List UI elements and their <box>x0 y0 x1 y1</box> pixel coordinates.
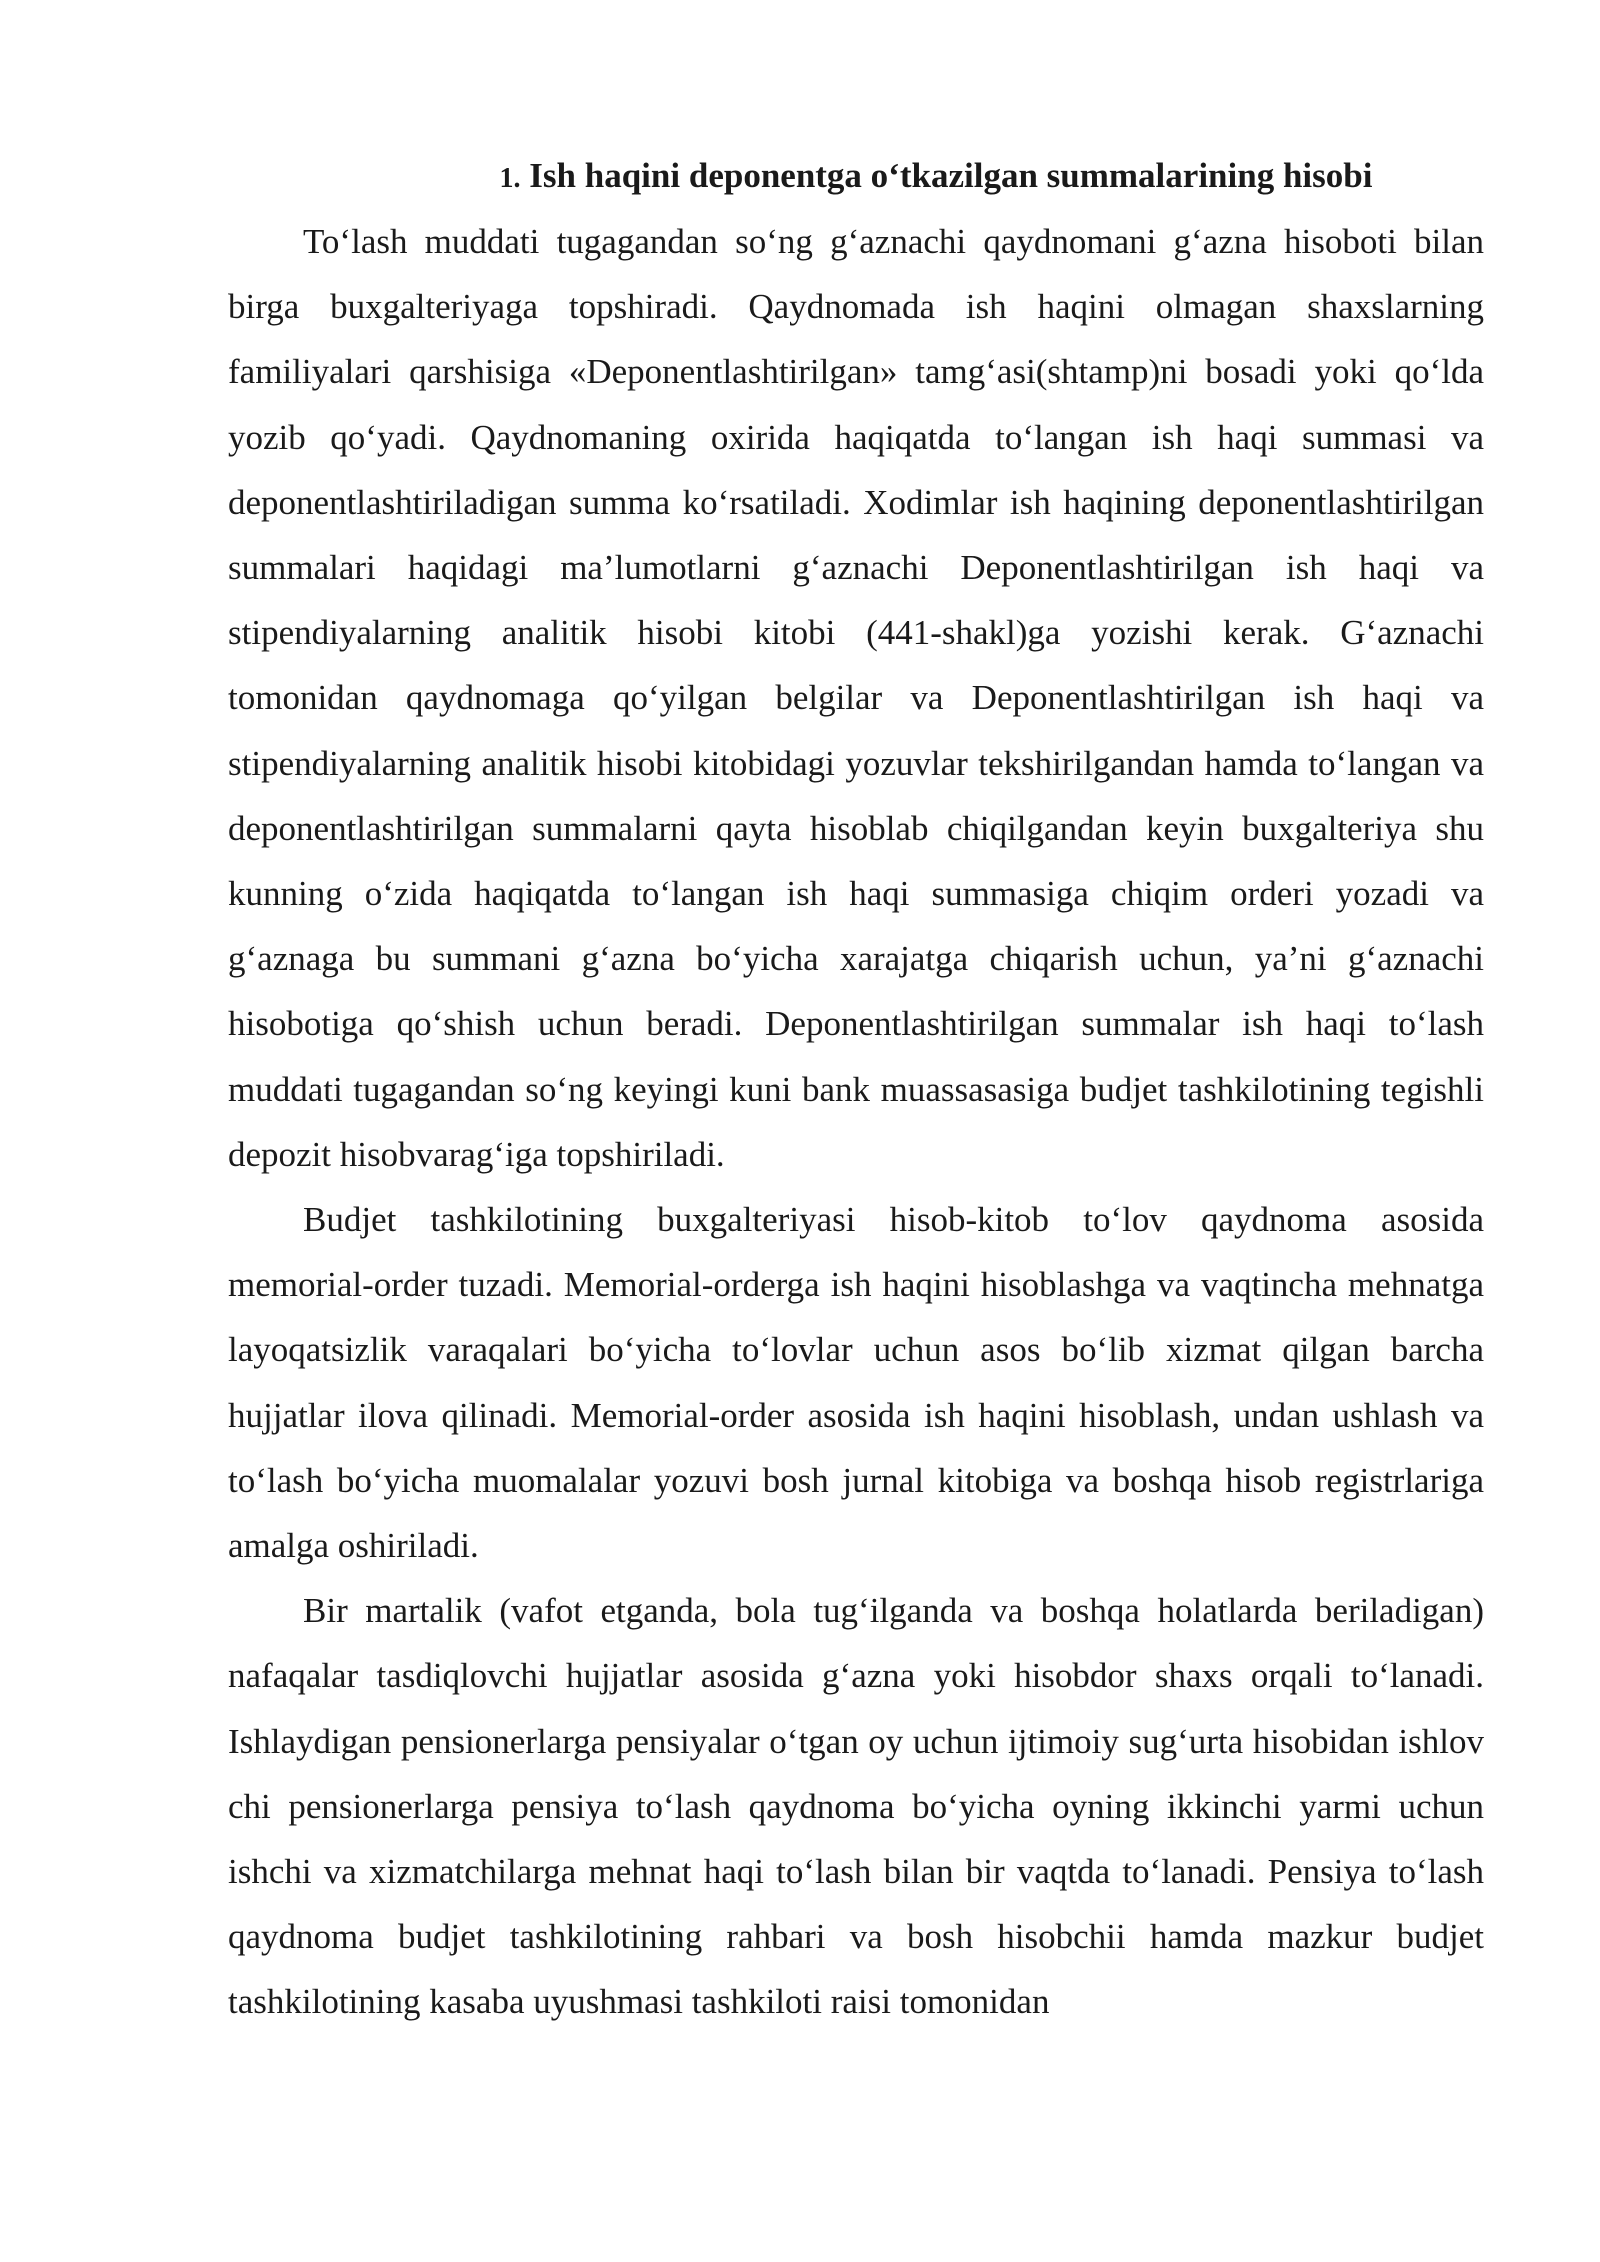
paragraph-1: To‘lash muddati tugagandan so‘ng g‘aznachi qaydnomani g‘azna hisoboti bilan birga buxgalteriyaga topshiradi. Qaydnomada ish haqini olmagan shaxslarning familiyalari qarshisiga «Deponentlashtirilgan» tamg‘asi(shtamp)ni bosadi yoki qo‘lda yozib qo‘yadi. Qaydnomaning oxirida haqiqatda to‘langan ish haqi summasi va deponentlashtiriladigan summa ko‘rsatiladi. Xodimlar ish haqining deponentlashtirilgan summalari haqidagi ma’lumotlarni g‘aznachi Deponentlashtirilgan ish haqi va stipendiyalarning analitik hisobi kitobi (441-shakl)ga yozishi kerak. G‘aznachi tomonidan qaydnomaga qo‘yilgan belgilar va Deponentlashtirilgan ish haqi va stipendiyalarning analitik hisobi kitobidagi yozuvlar tekshirilgandan hamda to‘langan va deponentlashtirilgan summalarni qayta hisoblab chiqilgandan keyin buxgalteriya shu kunning o‘zida haqiqatda to‘langan ish haqi summasiga chiqim orderi yozadi va g‘aznaga bu summani g‘azna bo‘yicha xarajatga chiqarish uchun, ya’ni g‘aznachi hisobotiga qo‘shish uchun beradi. Deponentlashtirilgan summalar ish haqi to‘lash muddati tugagandan so‘ng keyingi kuni bank muassasasiga budjet tashkilotining tegishli depozit hisobvarag‘iga topshiriladi. <box>228 222 1484 1174</box>
section-title: Ish haqini deponentga o‘tkazilgan summalarining hisobi <box>529 156 1373 195</box>
section-heading <box>228 146 1484 209</box>
paragraph-3: Bir martalik (vafot etganda, bola tug‘ilganda va boshqa holatlarda beriladigan) nafaqalar tasdiqlovchi hujjatlar asosida g‘azna yoki hisobdor shaxs orqali to‘lanadi. Ishlaydigan pensionerlarga pensiyalar o‘tgan oy uchun ijtimoiy sug‘urta hisobidan ishlov chi pensionerlarga pensiya to‘lash qaydnoma bo‘yicha oyning ikkinchi yarmi uchun ishchi va xizmatchilarga mehnat haqi to‘lash bilan bir vaqtda to‘lanadi. Pensiya to‘lash qaydnoma budjet tashkilotining rahbari va bosh hisobchii hamda mazkur budjet tashkilotining kasaba uyushmasi tashkiloti raisi tomonidan <box>228 1591 1484 2022</box>
section-number: 1. <box>499 163 521 194</box>
paragraph-2: Budjet tashkilotining buxgalteriyasi hisob-kitob to‘lov qaydnoma asosida memorial-order tuzadi. Memorial-orderga ish haqini hisoblashga va vaqtincha mehnatga layoqatsizlik varaqalari bo‘yicha to‘lovlar uchun asos bo‘lib xizmat qilgan barcha hujjatlar ilova qilinadi. Memorial-order asosida ish haqini hisoblash, undan ushlash va to‘lash bo‘yicha muomalalar yozuvi bosh jurnal kitobiga va boshqa hisob registrlariga amalga oshiriladi. <box>228 1200 1484 1566</box>
document-page <box>228 146 1484 2035</box>
